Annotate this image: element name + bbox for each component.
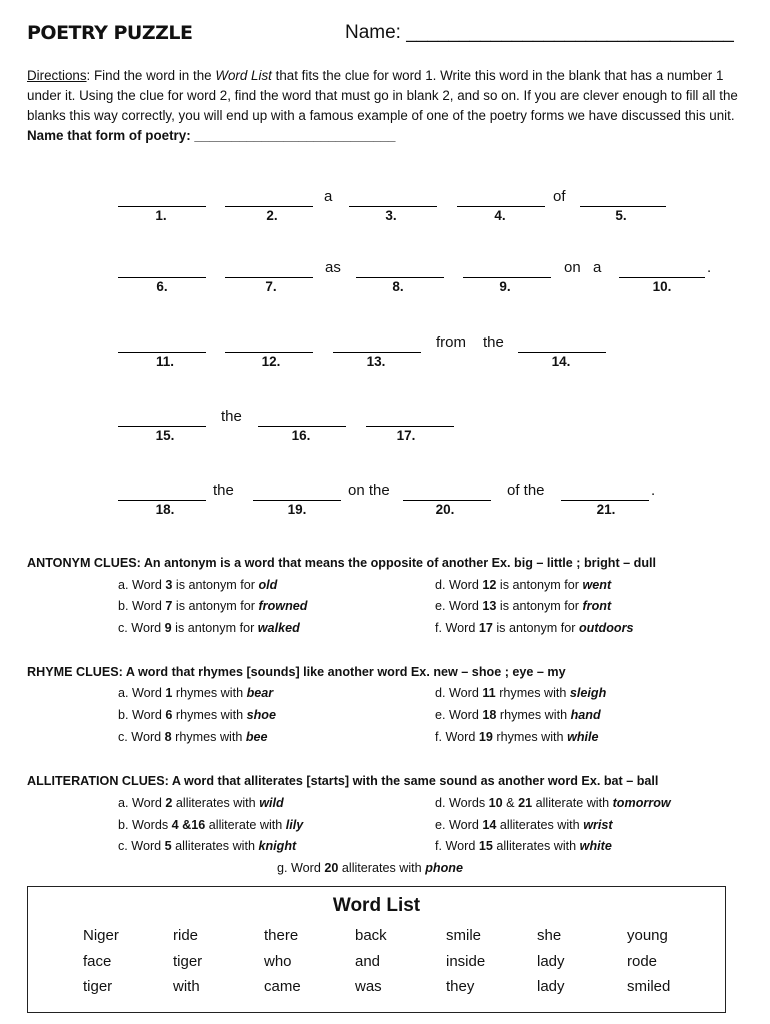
clue-item: b. Word 6 rhymes with shoe bbox=[118, 708, 276, 722]
answer-blank-6[interactable] bbox=[118, 263, 206, 278]
answer-blank-18[interactable] bbox=[118, 486, 206, 501]
name-label: Name: bbox=[345, 22, 407, 43]
clue-item: d. Word 11 rhymes with sleigh bbox=[435, 686, 607, 700]
answer-blank-15[interactable] bbox=[118, 412, 206, 427]
blank-number: 15. bbox=[155, 428, 175, 443]
blank-number: 11. bbox=[155, 354, 175, 369]
puzzle-punctuation: . bbox=[707, 259, 712, 276]
answer-blank-11[interactable] bbox=[118, 338, 206, 353]
word-list-item: back bbox=[355, 927, 387, 944]
clue-item: e. Word 14 alliterates with wrist bbox=[435, 818, 613, 832]
puzzle-punctuation: . bbox=[651, 482, 656, 499]
blank-number: 4. bbox=[494, 208, 506, 223]
answer-blank-19[interactable] bbox=[253, 486, 341, 501]
poetry-form-answer-line[interactable]: ___________________________ bbox=[194, 128, 396, 143]
answer-blank-1[interactable] bbox=[118, 192, 206, 207]
word-list-item: young bbox=[627, 927, 668, 944]
puzzle-word: of bbox=[553, 188, 566, 205]
answer-blank-20[interactable] bbox=[403, 486, 491, 501]
puzzle-word: the bbox=[483, 334, 504, 351]
word-list-item: and bbox=[355, 953, 381, 970]
answer-blank-12[interactable] bbox=[225, 338, 313, 353]
answer-blank-17[interactable] bbox=[366, 412, 454, 427]
puzzle-word: the bbox=[221, 408, 242, 425]
answer-blank-7[interactable] bbox=[225, 263, 313, 278]
word-list-item: inside bbox=[446, 953, 486, 970]
puzzle-line-2 bbox=[0, 259, 770, 323]
antonym-clues-header: ANTONYM CLUES: An antonym is a word that means the opposite of another Ex. big – little ; bright – dull bbox=[27, 556, 657, 570]
blank-number: 1. bbox=[155, 208, 167, 223]
puzzle-word: from bbox=[436, 334, 466, 351]
clue-item: b. Word 7 is antonym for frowned bbox=[118, 599, 308, 613]
clue-item: f. Word 15 alliterates with white bbox=[435, 839, 612, 853]
blank-number: 21. bbox=[596, 502, 616, 517]
word-list-title: Word List bbox=[332, 895, 421, 916]
blank-number: 18. bbox=[155, 502, 175, 517]
blank-number: 2. bbox=[266, 208, 278, 223]
name-field[interactable] bbox=[345, 22, 734, 44]
answer-blank-10[interactable] bbox=[619, 263, 705, 278]
puzzle-line-3 bbox=[0, 334, 770, 398]
directions-lead: Directions bbox=[27, 68, 87, 83]
word-list-item: was bbox=[355, 978, 382, 995]
alliteration-clues-header: ALLITERATION CLUES: A word that alliterates [starts] with the same sound as another word Ex. bat – ball bbox=[27, 774, 659, 788]
answer-blank-8[interactable] bbox=[356, 263, 444, 278]
puzzle-word: on bbox=[564, 259, 581, 276]
word-list-item: came bbox=[264, 978, 301, 995]
clue-item: c. Word 5 alliterates with knight bbox=[118, 839, 297, 853]
blank-number: 3. bbox=[385, 208, 397, 223]
clue-item: f. Word 17 is antonym for outdoors bbox=[435, 621, 634, 635]
blank-number: 14. bbox=[551, 354, 571, 369]
puzzle-word: a bbox=[593, 259, 602, 276]
puzzle-line-5 bbox=[0, 482, 770, 546]
directions: Directions: Find the word in the Word List that fits the clue for word 1. Write this word in the blank that has a number 1 under it. Using the clue for word 2, find the word that must go in blank 2, and so on. If you are clever enough to fill all the blanks this way correctly, you will end up with a famous example of one of the poetry forms we have discussed this unit. Name that form of poetry: ___________________________ bbox=[27, 68, 738, 143]
blank-number: 17. bbox=[396, 428, 416, 443]
blank-number: 9. bbox=[499, 279, 511, 294]
word-list-item: there bbox=[264, 927, 299, 944]
word-list-box bbox=[27, 886, 726, 1013]
clue-item: a. Word 2 alliterates with wild bbox=[118, 796, 284, 810]
poetry-form-prompt: Name that form of poetry: bbox=[27, 128, 195, 143]
word-list-item: rode bbox=[627, 953, 658, 970]
answer-blank-14[interactable] bbox=[518, 338, 606, 353]
word-list-item: ride bbox=[173, 927, 199, 944]
answer-blank-21[interactable] bbox=[561, 486, 649, 501]
answer-blank-4[interactable] bbox=[457, 192, 545, 207]
puzzle-word: as bbox=[325, 259, 341, 276]
blank-number: 10. bbox=[652, 279, 672, 294]
clue-item: f. Word 19 rhymes with while bbox=[435, 730, 599, 744]
answer-blank-9[interactable] bbox=[463, 263, 551, 278]
blank-number: 12. bbox=[261, 354, 281, 369]
clue-item: a. Word 3 is antonym for old bbox=[118, 578, 278, 592]
word-list-item: face bbox=[83, 953, 112, 970]
clue-item: c. Word 9 is antonym for walked bbox=[118, 621, 300, 635]
blank-number: 19. bbox=[287, 502, 307, 517]
clue-item: g. Word 20 alliterates with phone bbox=[277, 861, 463, 875]
puzzle-word: of the bbox=[507, 482, 545, 499]
answer-blank-5[interactable] bbox=[580, 192, 666, 207]
answer-blank-3[interactable] bbox=[349, 192, 437, 207]
blank-number: 6. bbox=[156, 279, 168, 294]
word-list-item: lady bbox=[537, 953, 565, 970]
word-list-item: they bbox=[446, 978, 475, 995]
rhyme-clues-header: RHYME CLUES: A word that rhymes [sounds] like another word Ex. new – shoe ; eye – my bbox=[27, 665, 566, 679]
clue-item: a. Word 1 rhymes with bear bbox=[118, 686, 274, 700]
puzzle-word: on the bbox=[348, 482, 390, 499]
blank-number: 16. bbox=[291, 428, 311, 443]
word-list-item: smiled bbox=[627, 978, 671, 995]
word-list-item: with bbox=[173, 978, 200, 995]
clue-item: e. Word 13 is antonym for front bbox=[435, 599, 612, 613]
answer-blank-2[interactable] bbox=[225, 192, 313, 207]
word-list-item: smile bbox=[446, 927, 482, 944]
clue-item: b. Words 4 &16 alliterate with lily bbox=[118, 818, 304, 832]
word-list-item: who bbox=[264, 953, 292, 970]
word-list-item: she bbox=[537, 927, 562, 944]
blank-number: 13. bbox=[366, 354, 386, 369]
word-list-item: tiger bbox=[83, 978, 113, 995]
puzzle-line-1 bbox=[0, 188, 770, 252]
puzzle-word: a bbox=[324, 188, 333, 205]
word-list-item: Niger bbox=[83, 927, 119, 944]
clue-item: e. Word 18 rhymes with hand bbox=[435, 708, 601, 722]
blank-number: 7. bbox=[265, 279, 277, 294]
word-list-item: tiger bbox=[173, 953, 203, 970]
blank-number: 20. bbox=[435, 502, 455, 517]
clue-item: d. Words 10 & 21 alliterate with tomorrow bbox=[435, 796, 671, 810]
puzzle-line-4 bbox=[0, 408, 770, 472]
answer-blank-16[interactable] bbox=[258, 412, 346, 427]
blank-number: 8. bbox=[392, 279, 404, 294]
puzzle-word: the bbox=[213, 482, 234, 499]
blank-number: 5. bbox=[615, 208, 627, 223]
name-line[interactable]: _______________________________ bbox=[406, 22, 734, 43]
word-list-item: lady bbox=[537, 978, 565, 995]
answer-blank-13[interactable] bbox=[333, 338, 421, 353]
page-title: POETRY PUZZLE bbox=[27, 22, 193, 44]
clue-item: c. Word 8 rhymes with bee bbox=[118, 730, 268, 744]
clue-item: d. Word 12 is antonym for went bbox=[435, 578, 612, 592]
